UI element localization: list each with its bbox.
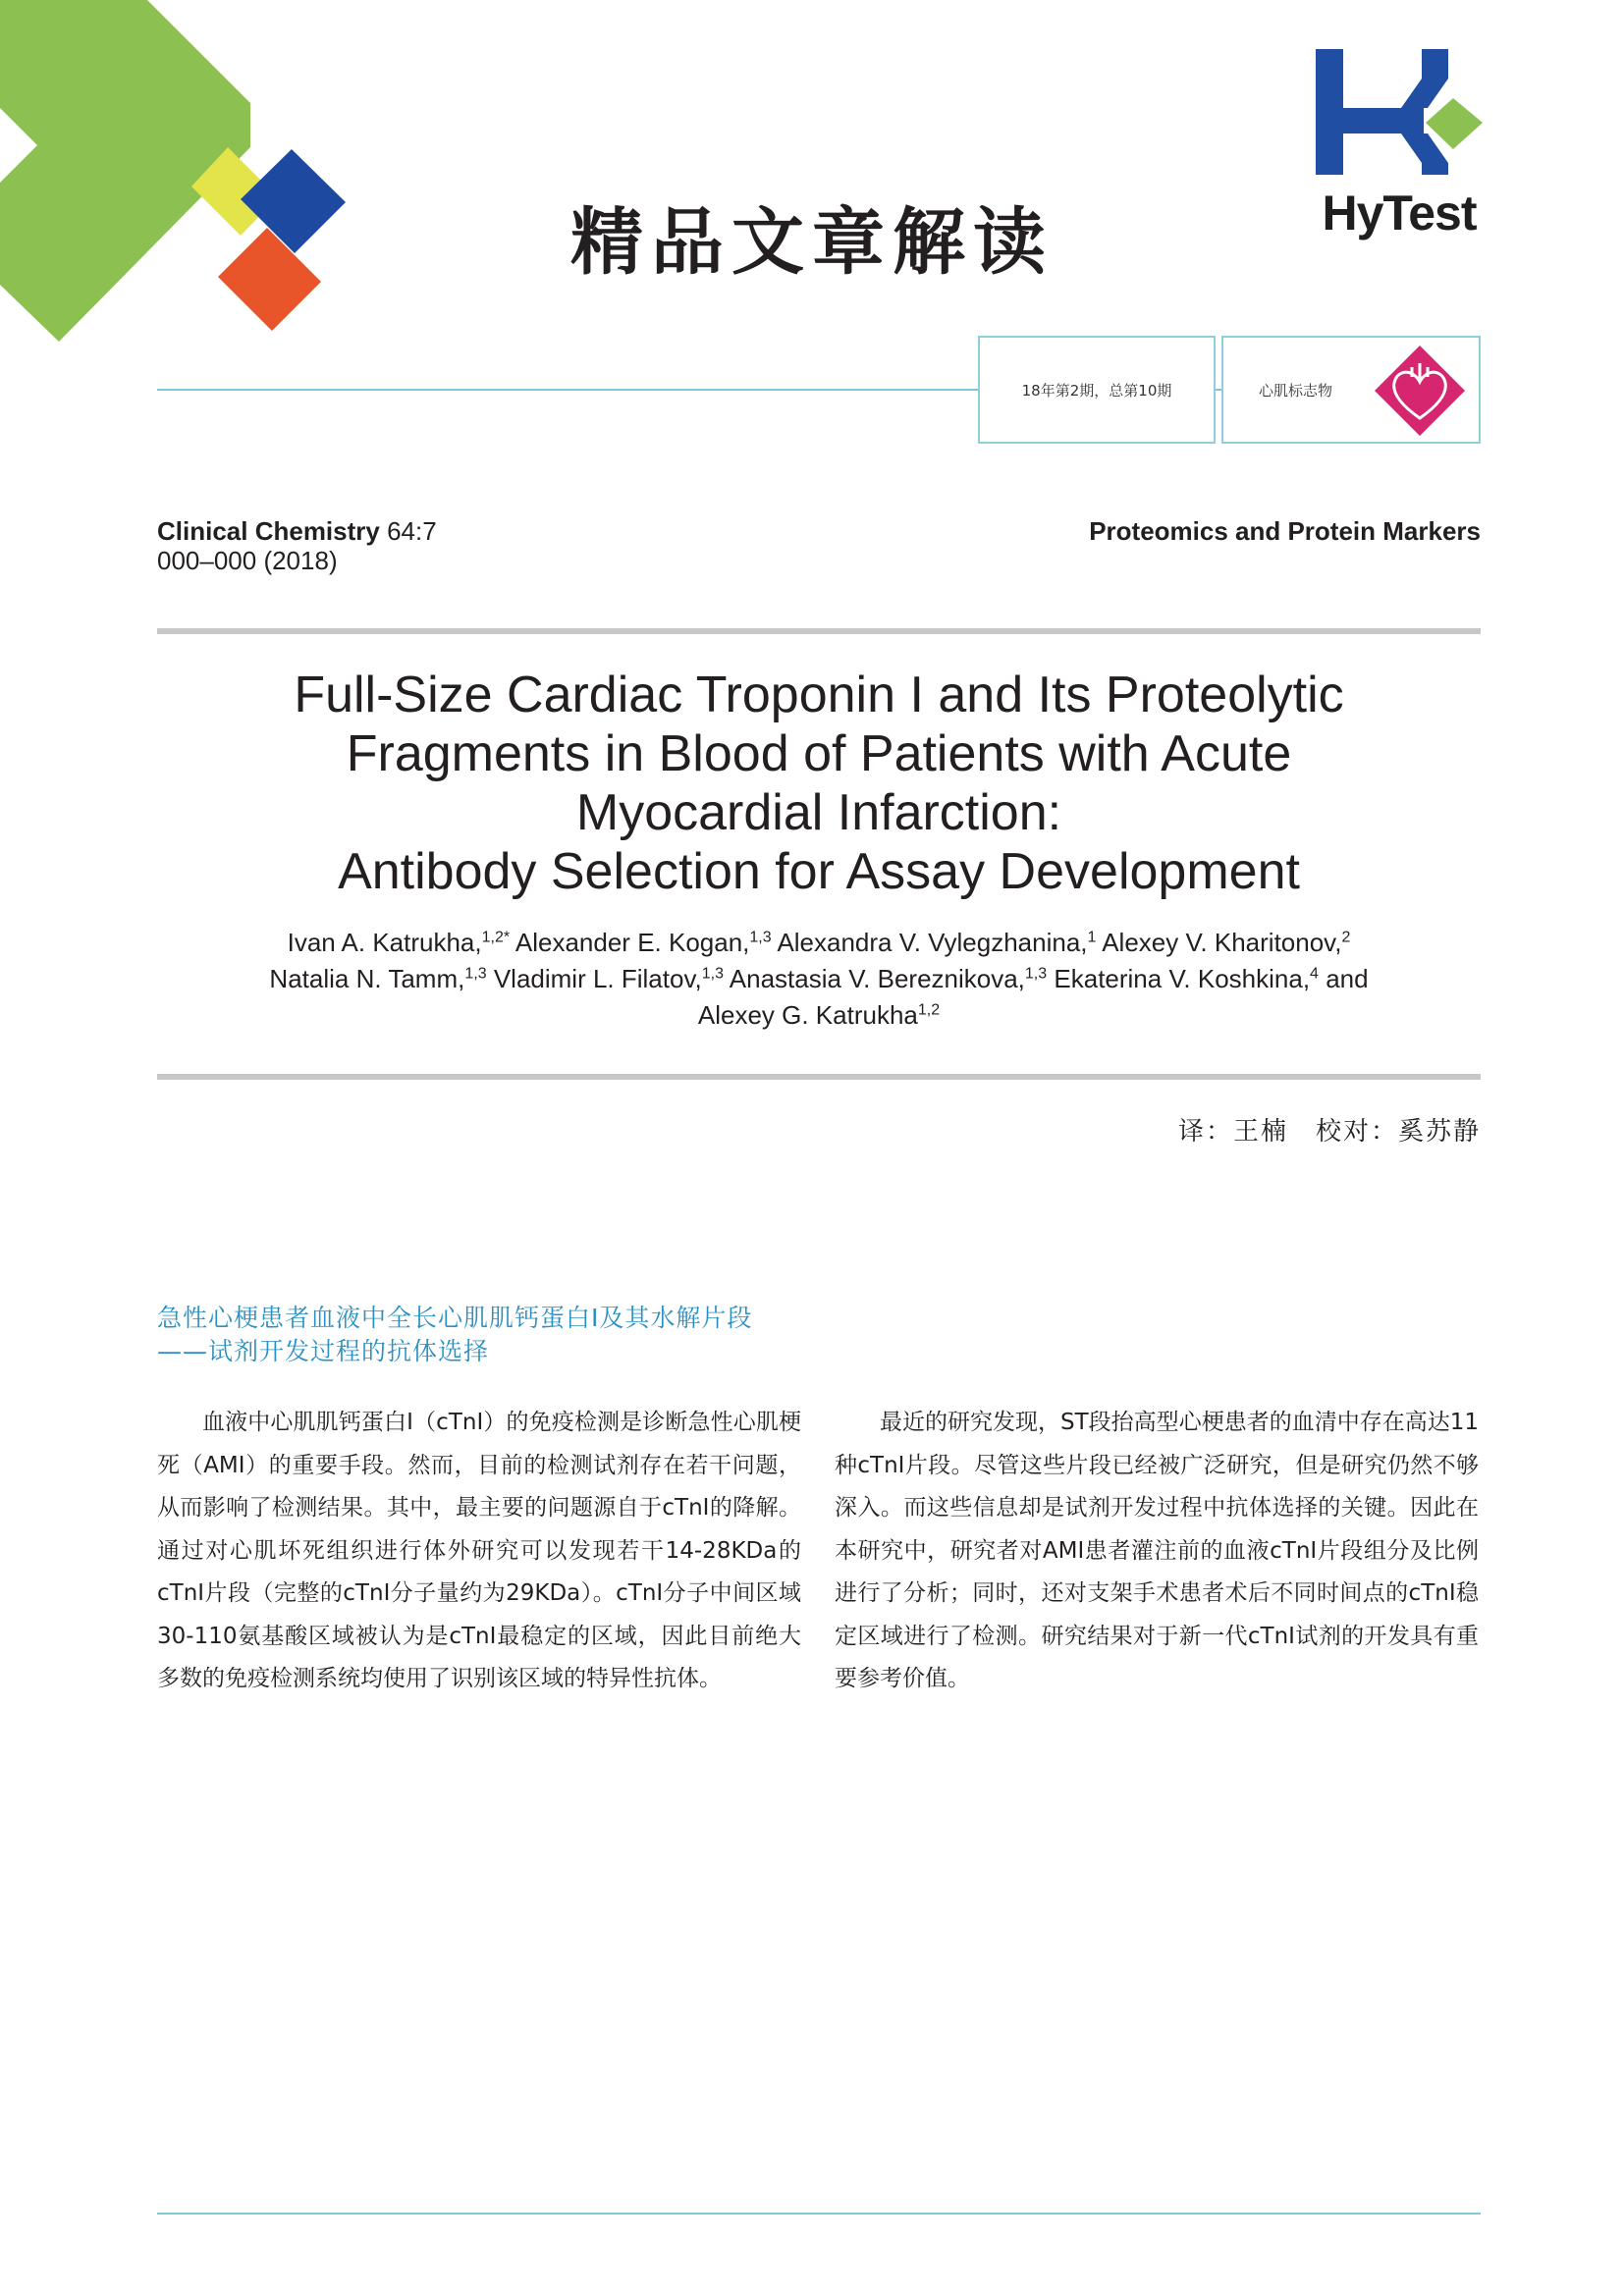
author-name: Ekaterina V. Koshkina, bbox=[1054, 964, 1311, 993]
author-name: Alexey V. Kharitonov, bbox=[1102, 928, 1342, 957]
title-line: Antibody Selection for Assay Development bbox=[338, 843, 1300, 900]
header-divider-left bbox=[157, 389, 980, 391]
author-name: Ivan A. Katrukha, bbox=[287, 928, 482, 957]
author-name: Anastasia V. Bereznikova, bbox=[729, 964, 1025, 993]
page-header-title: 精品文章解读 bbox=[570, 200, 1054, 285]
author-affiliation: 1,3 bbox=[1024, 965, 1048, 983]
corner-decoration bbox=[0, 0, 353, 363]
author-affiliation: 1,3 bbox=[701, 965, 724, 983]
author-name: Alexandra V. Vylegzhanina, bbox=[777, 928, 1088, 957]
title-rule-top bbox=[157, 628, 1481, 634]
journal-citation bbox=[157, 516, 437, 575]
author-conjunction: and bbox=[1326, 964, 1369, 993]
author-name: Alexey G. Katrukha bbox=[697, 1000, 918, 1030]
author-affiliation: 1,2 bbox=[917, 1001, 941, 1019]
summary-left-paragraph: 血液中心肌肌钙蛋白I（cTnI）的免疫检测是诊断急性心肌梗死（AMI）的重要手段。然而，目前的检测试剂存在若干问题，从而影响了检测结果。其中，最主要的问题源自于cTnI的降解。通过对心肌坏死组织进行体外研究可以发现若干14-28KDa的cTnI片段（完整的cTnI分子量约为29KDa）。cTnI分子中间区域30-110氨基酸区域被认为是cTnI最稳定的区域，因此目前绝大多数的免疫检测系统均使用了识别该区域的特异性抗体。 bbox=[157, 1410, 801, 1691]
journal-volume: 64:7 bbox=[387, 516, 437, 546]
logo-wordmark: HyTest bbox=[1322, 186, 1477, 240]
journal-name: Clinical Chemistry bbox=[157, 516, 380, 546]
translation-credits: 译：王楠 校对：奚苏静 bbox=[1177, 1117, 1481, 1147]
footer-divider bbox=[157, 2213, 1481, 2215]
heart-icon bbox=[1371, 344, 1469, 438]
summary-title bbox=[157, 1302, 864, 1368]
journal-section: Proteomics and Protein Markers bbox=[1089, 516, 1481, 546]
author-list bbox=[157, 925, 1481, 1034]
category-box bbox=[1221, 336, 1481, 444]
title-line: Myocardial Infarction: bbox=[575, 784, 1062, 841]
summary-right-paragraph: 最近的研究发现，ST段抬高型心梗患者的血清中存在高达11种cTnI片段。尽管这些片段已经被广泛研究，但是研究仍然不够深入。而这些信息却是试剂开发过程中抗体选择的关键。因此在本研究中，研究者对AMI患者灌注前的血液cTnI片段组分及比例进行了分析；同时，还对支架手术患者术后不同时间点的cTnI稳定区域进行了检测。研究结果对于新一代cTnI试剂的开发具有重要参考价值。 bbox=[835, 1410, 1479, 1691]
issue-label: 18年第2期，总第10期 bbox=[1021, 381, 1172, 400]
journal-pages: 000–000 (2018) bbox=[157, 546, 338, 575]
article-title bbox=[157, 666, 1481, 901]
summary-title-line: 急性心梗患者血液中全长心肌肌钙蛋白I及其水解片段 bbox=[157, 1304, 753, 1332]
category-label: 心肌标志物 bbox=[1259, 381, 1333, 400]
author-affiliation: 1,3 bbox=[464, 965, 487, 983]
title-line: Full-Size Cardiac Troponin I and Its Proteolytic bbox=[294, 667, 1344, 723]
author-affiliation: 4 bbox=[1310, 965, 1319, 983]
author-affiliation: 2 bbox=[1341, 929, 1351, 946]
issue-box bbox=[978, 336, 1216, 444]
author-name: Vladimir L. Filatov, bbox=[493, 964, 702, 993]
author-affiliation: 1,2* bbox=[481, 929, 511, 946]
title-line: Fragments in Blood of Patients with Acute bbox=[346, 725, 1292, 782]
title-rule-bottom bbox=[157, 1074, 1481, 1080]
author-affiliation: 1 bbox=[1087, 929, 1097, 946]
author-affiliation: 1,3 bbox=[749, 929, 772, 946]
author-name: Alexander E. Kogan, bbox=[514, 928, 750, 957]
summary-subtitle-line: ——试剂开发过程的抗体选择 bbox=[157, 1337, 490, 1365]
author-name: Natalia N. Tamm, bbox=[269, 964, 465, 993]
